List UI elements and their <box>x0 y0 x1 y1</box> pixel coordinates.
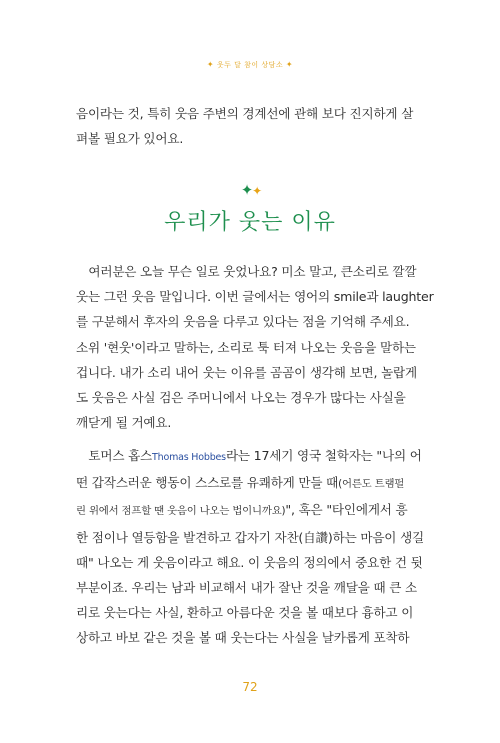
text-line: 웃는 그런 웃음 말입니다. 이번 글에서는 영어의 smile과 laughter <box>76 289 434 305</box>
paragraph-why-we-laugh <box>76 259 434 435</box>
text-line: 리로 웃는다는 사실, 환하고 아름다운 것을 볼 때보다 흉하고 이 <box>76 605 414 621</box>
text-line: 를 구분해서 후자의 웃음을 다루고 있다는 점을 기억해 주세요. <box>76 314 410 330</box>
text-segment: ", 혹은 "타인에게서 흥 <box>285 502 408 518</box>
english-name-annotation: Thomas Hobbes <box>152 452 226 463</box>
section-title: 우리가 웃는 이유 <box>164 210 336 235</box>
text-line: 깨닫게 될 거예요. <box>76 415 172 431</box>
text-segment: 떤 갑작스러운 행동이 스스로를 유쾌하게 만들 때 <box>76 475 339 491</box>
text-line: 펴볼 필요가 있어요. <box>76 131 184 147</box>
intro-paragraph <box>76 101 424 151</box>
sparkle-icon: ✦ <box>252 184 260 198</box>
text-line: 상하고 바보 같은 것을 볼 때 웃는다는 사실을 날카롭게 포착하 <box>76 630 410 646</box>
text-line: 소위 '현웃'이라고 말하는, 소리로 툭 터져 나오는 웃음을 말하는 <box>76 339 416 355</box>
text-segment: 라는 17세기 영국 철학자는 "나의 어 <box>225 448 422 463</box>
text-line: 여러분은 오늘 무슨 일로 웃었나요? 미소 말고, 큰소리로 깔깔 <box>76 264 417 279</box>
running-head-title: 웃두 달 참이 상담소 <box>216 61 284 69</box>
page-number: 72 <box>242 680 258 694</box>
parenthetical-note: 린 위에서 점프할 땐 웃음이 나오는 법이니까요) <box>76 505 286 518</box>
text-line: 부분이죠. 우리는 남과 비교해서 내가 잘난 것을 깨달을 때 큰 소 <box>76 580 417 596</box>
text-line: 도 웃음은 사실 검은 주머니에서 나오는 경우가 많다는 사실을 <box>76 390 406 406</box>
text-line: 한 점이나 열등함을 발견하고 갑자기 자찬(自讚)하는 마음이 생길 <box>76 529 425 545</box>
text-segment: 토머스 홉스 <box>76 448 153 463</box>
text-line: 겁니다. 내가 소리 내어 웃는 이유를 곰곰이 생각해 보면, 놀랍게 <box>76 364 417 380</box>
paragraph-hobbes <box>76 443 424 651</box>
sparkle-icon: ✦ <box>240 181 251 199</box>
text-line <box>76 443 424 470</box>
parenthetical-note: (어른도 트램펄 <box>338 478 405 491</box>
section-sparkle-ornament <box>0 183 500 199</box>
text-line: 때" 나오는 게 웃음이라고 해요. 이 웃음의 정의에서 중요한 건 뒷 <box>76 554 423 570</box>
star-icon: ✦ <box>285 60 294 69</box>
text-line: 음이라는 것, 특히 웃음 주변의 경계선에 관해 보다 진지하게 살 <box>76 106 414 121</box>
text-line <box>76 497 424 524</box>
star-icon: ✦ <box>206 60 215 69</box>
text-line <box>76 470 424 497</box>
running-head <box>0 60 500 70</box>
